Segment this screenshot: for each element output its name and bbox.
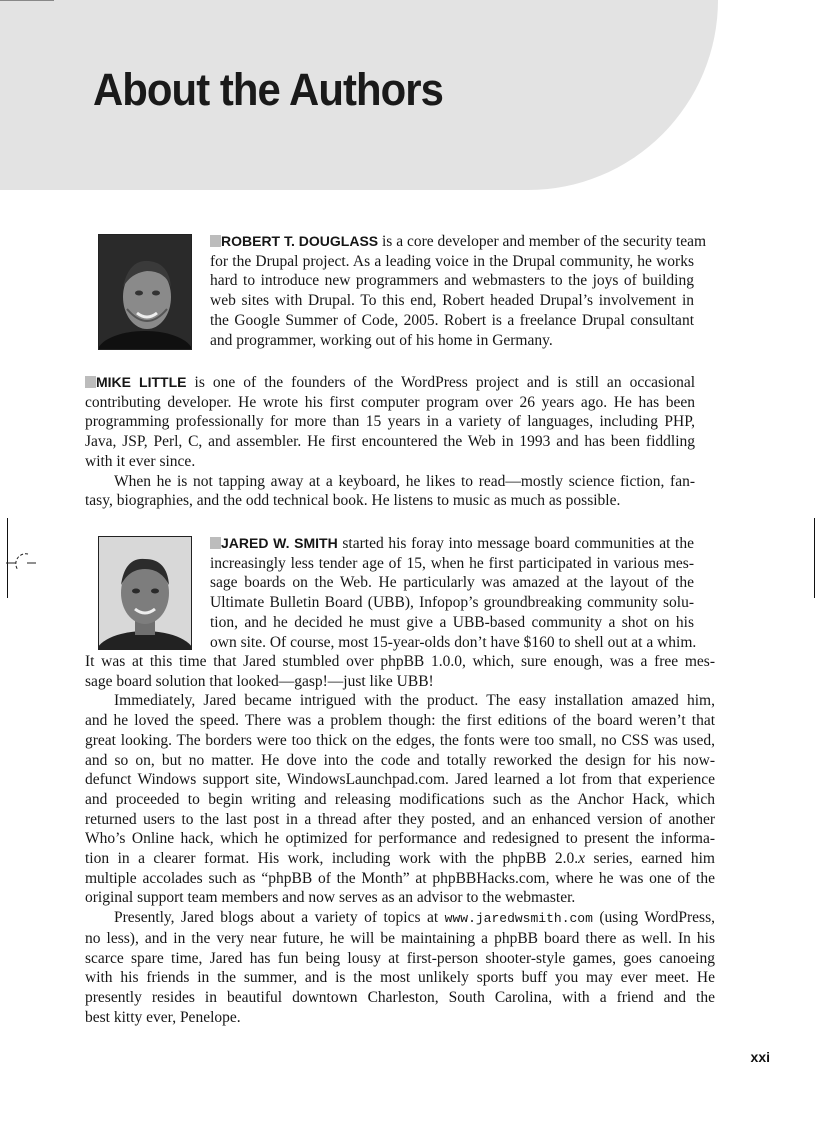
bio-douglass: ROBERT T. DOUGLASS is a core developer and member of the security team for the Drupal project. As a leading voice in the Drupal community, he works hard to introduce new programmers and webmasters to the joys of building web sites with Drupal. To this end, Robert headed Drupal’s involvement in the Google Summer of Code, 2005. Robert is a freelance Drupal consultant and programmer, working out of his home in Germany.: [210, 233, 707, 349]
page-number: xxi: [750, 1049, 770, 1065]
author-name: JARED W. SMITH: [210, 535, 338, 551]
top-rule: [0, 0, 54, 1]
author-photo-smith: [98, 536, 192, 650]
bio-smith-body: It was at this time that Jared stumbled over phpBB 1.0.0, which, sure enough, was a free mes- sage board solution that looked—gasp!—just like UBB! Immediately, Jared became intrigued with the product. The easy installation amazed him, and he loved the speed. There was a problem though: the first editions of the board weren’t that great looking. The borders were too thick on the edges, the fonts were too small, no CSS was used, and so on, but no matter. He dove into the code and totally reworked the design for his now- defunct Windows support site, WindowsLaunchpad.com. Jared learned a lot from that experience and proceeded to begin writing and releasing modifications such as the Anchor Hack, which returned users to the last post in a thread after they posted, and an enhanced version of another Who’s Online hack, which he optimized for performance and redesigned to present the informa- tion in a clearer format. His work, including work with the phpBB 2.0.x series, earned him multiple accolades such as “phpBB of the Month” at phpBBHacks.com, where he was one of the original support team members and now serves as an advisor to the webmaster. Presently, Jared blogs about a variety of topics at www.jaredwsmith.com (using WordPress, no less), and in the very near future, he will be maintaining a phpBB board there as well. In his scarce spare time, Jared has fun being lousy at first-person shooter-style games, goes canoeing with his friends in the summer, and is the most unlikely sports buff you may ever meet. He presently resides in beautiful downtown Charleston, South Carolina, with a friend and the best kitty ever, Penelope.: [85, 653, 715, 1026]
author-photo-douglass: [98, 234, 192, 350]
bio-little: MIKE LITTLE is one of the founders of the WordPress project and is still an occasional contributing developer. He wrote his first computer program over 26 years ago. He has been programming professionally for more than 15 years in a variety of languages, including PHP, Java, JSP, Perl, C, and assembler. He first encountered the Web in 1993 and has been fiddling with it ever since. When he is not tapping away at a keyboard, he likes to read—mostly science fiction, fan- tasy, biographies, and the odd technical book. He listens to music as much as possible.: [85, 374, 696, 510]
author-name: MIKE LITTLE: [85, 374, 186, 390]
page-title: About the Authors: [93, 64, 443, 115]
bio-smith-intro: JARED W. SMITH started his foray into message board communities at the increasingly less tender age of 15, when he first participated in various mes- sage boards on the Web. He particularly was amazed at the layout of the Ultimate Bulletin Board (UBB), Infopop’s groundbreaking community solu- tion, and he decided he must give a UBB-based community a shot on his own site. Of course, most 15-year-olds don’t have $160 to shell out at a whim.: [210, 535, 697, 651]
author-name: ROBERT T. DOUGLASS: [210, 233, 378, 249]
crop-mark-right: [814, 518, 815, 598]
registration-mark-icon: [6, 548, 36, 578]
website-link[interactable]: www.jaredwsmith.com: [444, 911, 593, 927]
